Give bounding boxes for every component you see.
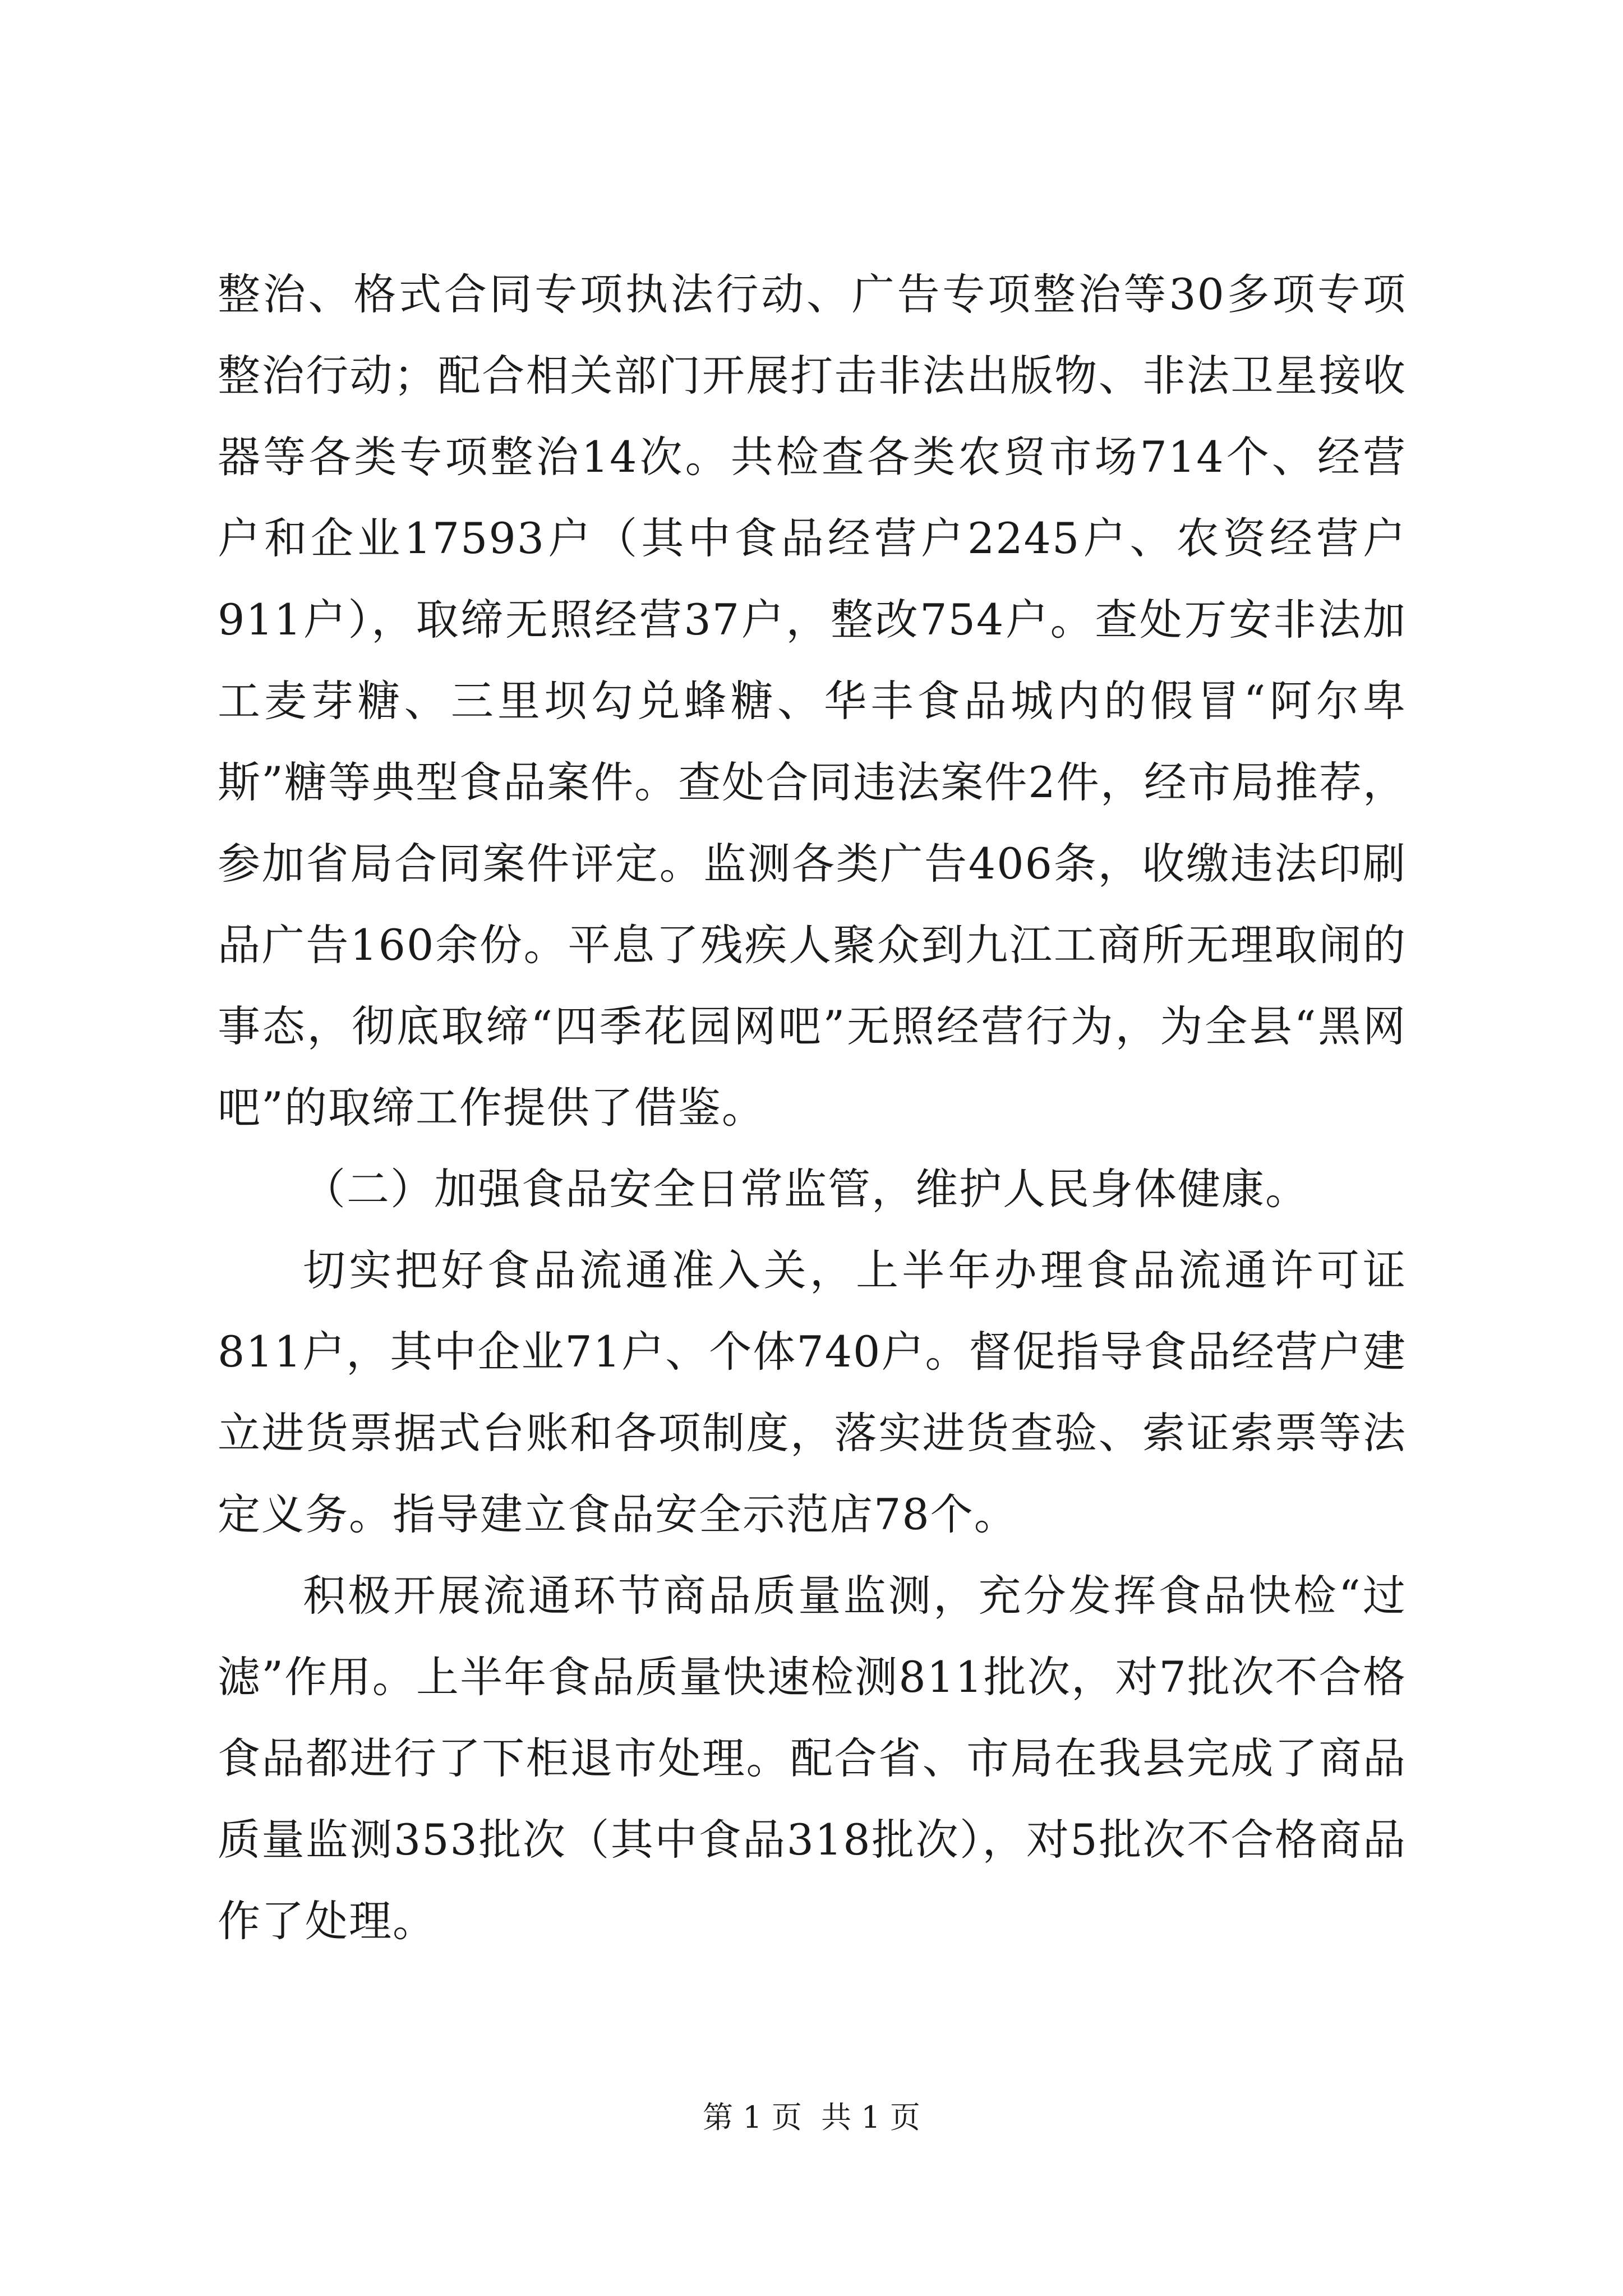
- paragraph-continued: 整治、格式合同专项执法行动、广告专项整治等30多项专项整治行动；配合相关部门开展打击非法出版物、非法卫星接收器等各类专项整治14次。共检查各类农贸市场714个、经营户和企业17593户（其中食品经营户2245户、农资经营户911户），取缔无照经营37户，整改754户。查处万安非法加工麦芽糖、三里坝勾兑蜂糖、华丰食品城内的假冒“阿尔卑斯”糖等典型食品案件。查处合同违法案件2件，经市局推荐，参加省局合同案件评定。监测各类广告406条，收缴违法印刷品广告160余份。平息了残疾人聚众到九江工商所无理取闹的事态，彻底取缔“四季花园网吧”无照经营行为，为全县“黑网吧”的取缔工作提供了借鉴。: [218, 269, 1407, 1133]
- page-number-label: 第 1 页 共 1 页: [703, 2100, 920, 2135]
- document-body: [218, 254, 1407, 1962]
- paragraph-food-permit: 切实把好食品流通准入关，上半年办理食品流通许可证811户，其中企业71户、个体740户。督促指导食品经营户建立进货票据式台账和各项制度，落实进货查验、索证索票等法定义务。指导建立食品安全示范店78个。: [218, 1245, 1407, 1539]
- paragraph-quality-testing: 积极开展流通环节商品质量监测，充分发挥食品快检“过滤”作用。上半年食品质量快速检测811批次，对7批次不合格食品都进行了下柜退市处理。配合省、市局在我县完成了商品质量监测353批次（其中食品318批次），对5批次不合格商品作了处理。: [218, 1571, 1407, 1946]
- page-footer: [0, 2098, 1623, 2137]
- section-heading: （二）加强食品安全日常监管，维护人民身体健康。: [303, 1164, 1309, 1214]
